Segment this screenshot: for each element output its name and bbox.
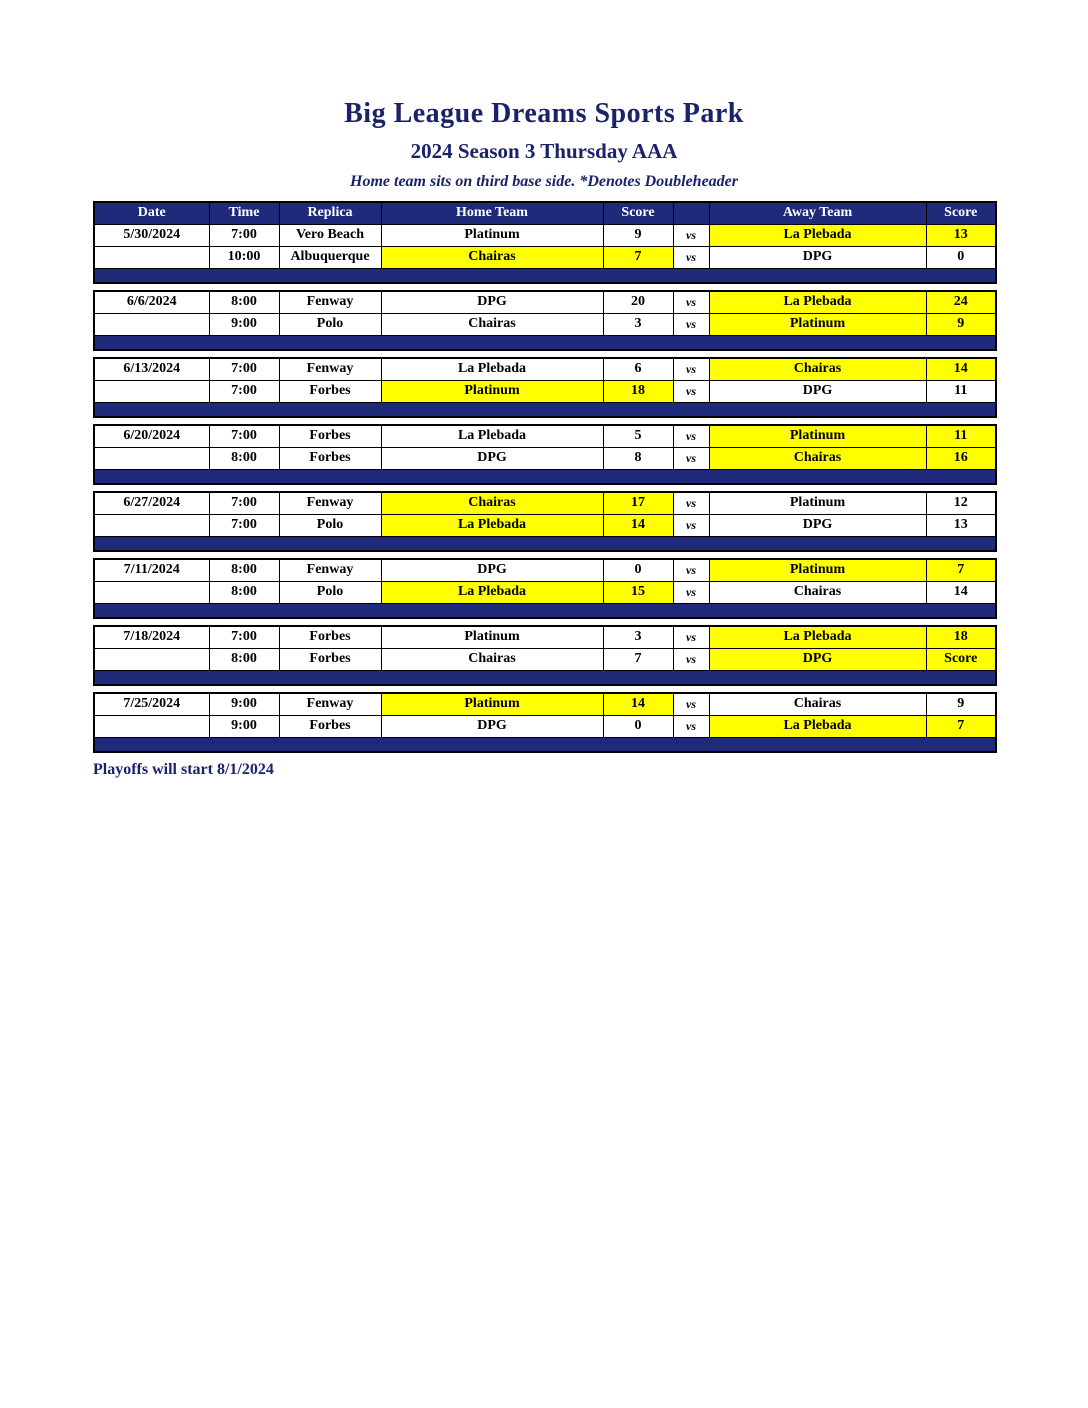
- game-row: [94, 559, 996, 581]
- date-cell: 5/30/2024: [94, 224, 209, 246]
- away-score-cell: 14: [926, 581, 996, 603]
- home-team-cell: Platinum: [381, 224, 603, 246]
- vs-cell: vs: [673, 291, 709, 313]
- home-score-cell: 7: [603, 648, 673, 670]
- time-cell: 8:00: [209, 447, 279, 469]
- separator-row: [94, 402, 996, 417]
- week-group: [93, 424, 997, 485]
- away-score-cell: 12: [926, 492, 996, 514]
- vs-cell: vs: [673, 425, 709, 447]
- separator-row: [94, 268, 996, 283]
- game-row: [94, 514, 996, 536]
- replica-cell: Albuquerque: [279, 246, 381, 268]
- game-row: [94, 224, 996, 246]
- replica-cell: Polo: [279, 581, 381, 603]
- home-team-cell: Platinum: [381, 380, 603, 402]
- away-team-cell: DPG: [709, 380, 926, 402]
- home-score-cell: 7: [603, 246, 673, 268]
- home-score-cell: 15: [603, 581, 673, 603]
- date-cell: 6/6/2024: [94, 291, 209, 313]
- time-cell: 7:00: [209, 425, 279, 447]
- home-team-cell: La Plebada: [381, 514, 603, 536]
- home-score-cell: 14: [603, 514, 673, 536]
- vs-cell: vs: [673, 358, 709, 380]
- page-title: Big League Dreams Sports Park: [344, 98, 744, 129]
- away-team-cell: Chairas: [709, 693, 926, 715]
- game-row: [94, 715, 996, 737]
- vs-cell: vs: [673, 492, 709, 514]
- away-team-cell: La Plebada: [709, 626, 926, 648]
- home-score-cell: 3: [603, 626, 673, 648]
- home-team-cell: Chairas: [381, 492, 603, 514]
- away-score-cell: 7: [926, 559, 996, 581]
- away-team-cell: DPG: [709, 246, 926, 268]
- vs-cell: vs: [673, 380, 709, 402]
- time-cell: 9:00: [209, 715, 279, 737]
- time-cell: 7:00: [209, 380, 279, 402]
- home-team-cell: Chairas: [381, 246, 603, 268]
- game-row: [94, 380, 996, 402]
- date-cell: [94, 648, 209, 670]
- game-row: [94, 626, 996, 648]
- vs-cell: vs: [673, 693, 709, 715]
- separator-band: [94, 536, 996, 551]
- replica-cell: Forbes: [279, 715, 381, 737]
- replica-cell: Forbes: [279, 425, 381, 447]
- home-team-cell: La Plebada: [381, 358, 603, 380]
- away-team-cell: La Plebada: [709, 224, 926, 246]
- date-cell: 6/27/2024: [94, 492, 209, 514]
- time-cell: 8:00: [209, 559, 279, 581]
- vs-cell: vs: [673, 447, 709, 469]
- column-header-vs: [673, 202, 709, 224]
- vs-cell: vs: [673, 648, 709, 670]
- away-score-cell: Score: [926, 648, 996, 670]
- column-header-replica: Replica: [279, 202, 381, 224]
- column-header-date: Date: [94, 202, 209, 224]
- vs-cell: vs: [673, 715, 709, 737]
- home-score-cell: 18: [603, 380, 673, 402]
- date-cell: 7/18/2024: [94, 626, 209, 648]
- date-cell: [94, 514, 209, 536]
- time-cell: 10:00: [209, 246, 279, 268]
- replica-cell: Fenway: [279, 358, 381, 380]
- away-team-cell: Chairas: [709, 581, 926, 603]
- away-team-cell: Platinum: [709, 559, 926, 581]
- date-cell: 7/25/2024: [94, 693, 209, 715]
- time-cell: 8:00: [209, 581, 279, 603]
- replica-cell: Fenway: [279, 492, 381, 514]
- separator-row: [94, 670, 996, 685]
- separator-row: [94, 737, 996, 752]
- home-team-cell: Chairas: [381, 313, 603, 335]
- separator-band: [94, 603, 996, 618]
- vs-cell: vs: [673, 626, 709, 648]
- separator-row: [94, 335, 996, 350]
- vs-cell: vs: [673, 246, 709, 268]
- time-cell: 7:00: [209, 626, 279, 648]
- away-score-cell: 9: [926, 693, 996, 715]
- home-score-cell: 0: [603, 559, 673, 581]
- date-cell: [94, 380, 209, 402]
- date-cell: [94, 246, 209, 268]
- column-header-home-team: Home Team: [381, 202, 603, 224]
- away-team-cell: Chairas: [709, 358, 926, 380]
- away-team-cell: La Plebada: [709, 291, 926, 313]
- home-score-cell: 0: [603, 715, 673, 737]
- away-team-cell: Platinum: [709, 313, 926, 335]
- home-score-cell: 5: [603, 425, 673, 447]
- separator-band: [94, 268, 996, 283]
- separator-row: [94, 603, 996, 618]
- game-row: [94, 425, 996, 447]
- away-score-cell: 13: [926, 224, 996, 246]
- date-cell: 7/11/2024: [94, 559, 209, 581]
- home-team-cell: Platinum: [381, 693, 603, 715]
- replica-cell: Fenway: [279, 291, 381, 313]
- column-header-time: Time: [209, 202, 279, 224]
- home-team-cell: DPG: [381, 447, 603, 469]
- game-row: [94, 648, 996, 670]
- replica-cell: Fenway: [279, 693, 381, 715]
- vs-cell: vs: [673, 313, 709, 335]
- home-team-cell: Chairas: [381, 648, 603, 670]
- date-cell: [94, 313, 209, 335]
- schedule-table: [93, 201, 995, 753]
- separator-band: [94, 670, 996, 685]
- away-team-cell: Chairas: [709, 447, 926, 469]
- home-team-note: Home team sits on third base side. *Denotes Doubleheader: [350, 173, 738, 190]
- date-cell: 6/20/2024: [94, 425, 209, 447]
- week-group: [93, 357, 997, 418]
- away-score-cell: 9: [926, 313, 996, 335]
- column-header-score: Score: [603, 202, 673, 224]
- time-cell: 9:00: [209, 313, 279, 335]
- home-team-cell: La Plebada: [381, 425, 603, 447]
- home-team-cell: La Plebada: [381, 581, 603, 603]
- week-group: [93, 290, 997, 351]
- vs-cell: vs: [673, 581, 709, 603]
- replica-cell: Forbes: [279, 380, 381, 402]
- separator-band: [94, 335, 996, 350]
- game-row: [94, 581, 996, 603]
- away-team-cell: DPG: [709, 514, 926, 536]
- home-score-cell: 6: [603, 358, 673, 380]
- home-team-cell: DPG: [381, 291, 603, 313]
- home-team-cell: Platinum: [381, 626, 603, 648]
- replica-cell: Polo: [279, 514, 381, 536]
- away-score-cell: 16: [926, 447, 996, 469]
- table-header-row: [94, 202, 996, 224]
- home-score-cell: 20: [603, 291, 673, 313]
- away-score-cell: 18: [926, 626, 996, 648]
- page-subtitle: 2024 Season 3 Thursday AAA: [410, 139, 678, 163]
- time-cell: 8:00: [209, 648, 279, 670]
- away-score-cell: 0: [926, 246, 996, 268]
- column-header-away-team: Away Team: [709, 202, 926, 224]
- away-score-cell: 7: [926, 715, 996, 737]
- home-score-cell: 14: [603, 693, 673, 715]
- home-score-cell: 17: [603, 492, 673, 514]
- week-group: [93, 625, 997, 686]
- separator-band: [94, 402, 996, 417]
- replica-cell: Forbes: [279, 626, 381, 648]
- away-score-cell: 24: [926, 291, 996, 313]
- away-score-cell: 13: [926, 514, 996, 536]
- game-row: [94, 313, 996, 335]
- week-group: [93, 558, 997, 619]
- away-score-cell: 11: [926, 425, 996, 447]
- replica-cell: Polo: [279, 313, 381, 335]
- away-score-cell: 11: [926, 380, 996, 402]
- game-row: [94, 358, 996, 380]
- time-cell: 8:00: [209, 291, 279, 313]
- date-cell: [94, 581, 209, 603]
- week-group: [93, 491, 997, 552]
- away-team-cell: La Plebada: [709, 715, 926, 737]
- home-team-cell: DPG: [381, 559, 603, 581]
- vs-cell: vs: [673, 559, 709, 581]
- away-score-cell: 14: [926, 358, 996, 380]
- document-header: [0, 0, 1088, 191]
- time-cell: 7:00: [209, 224, 279, 246]
- game-row: [94, 693, 996, 715]
- game-row: [94, 447, 996, 469]
- week-group: [93, 201, 997, 284]
- date-cell: [94, 715, 209, 737]
- separator-row: [94, 536, 996, 551]
- away-team-cell: Platinum: [709, 492, 926, 514]
- time-cell: 7:00: [209, 358, 279, 380]
- game-row: [94, 492, 996, 514]
- date-cell: [94, 447, 209, 469]
- home-score-cell: 9: [603, 224, 673, 246]
- time-cell: 9:00: [209, 693, 279, 715]
- date-cell: 6/13/2024: [94, 358, 209, 380]
- home-team-cell: DPG: [381, 715, 603, 737]
- time-cell: 7:00: [209, 514, 279, 536]
- away-team-cell: Platinum: [709, 425, 926, 447]
- time-cell: 7:00: [209, 492, 279, 514]
- replica-cell: Fenway: [279, 559, 381, 581]
- replica-cell: Forbes: [279, 447, 381, 469]
- replica-cell: Vero Beach: [279, 224, 381, 246]
- home-score-cell: 8: [603, 447, 673, 469]
- playoffs-note: Playoffs will start 8/1/2024: [93, 761, 274, 778]
- game-row: [94, 291, 996, 313]
- column-header-score: Score: [926, 202, 996, 224]
- separator-band: [94, 469, 996, 484]
- game-row: [94, 246, 996, 268]
- away-team-cell: DPG: [709, 648, 926, 670]
- week-group: [93, 692, 997, 753]
- separator-band: [94, 737, 996, 752]
- home-score-cell: 3: [603, 313, 673, 335]
- replica-cell: Forbes: [279, 648, 381, 670]
- vs-cell: vs: [673, 224, 709, 246]
- separator-row: [94, 469, 996, 484]
- vs-cell: vs: [673, 514, 709, 536]
